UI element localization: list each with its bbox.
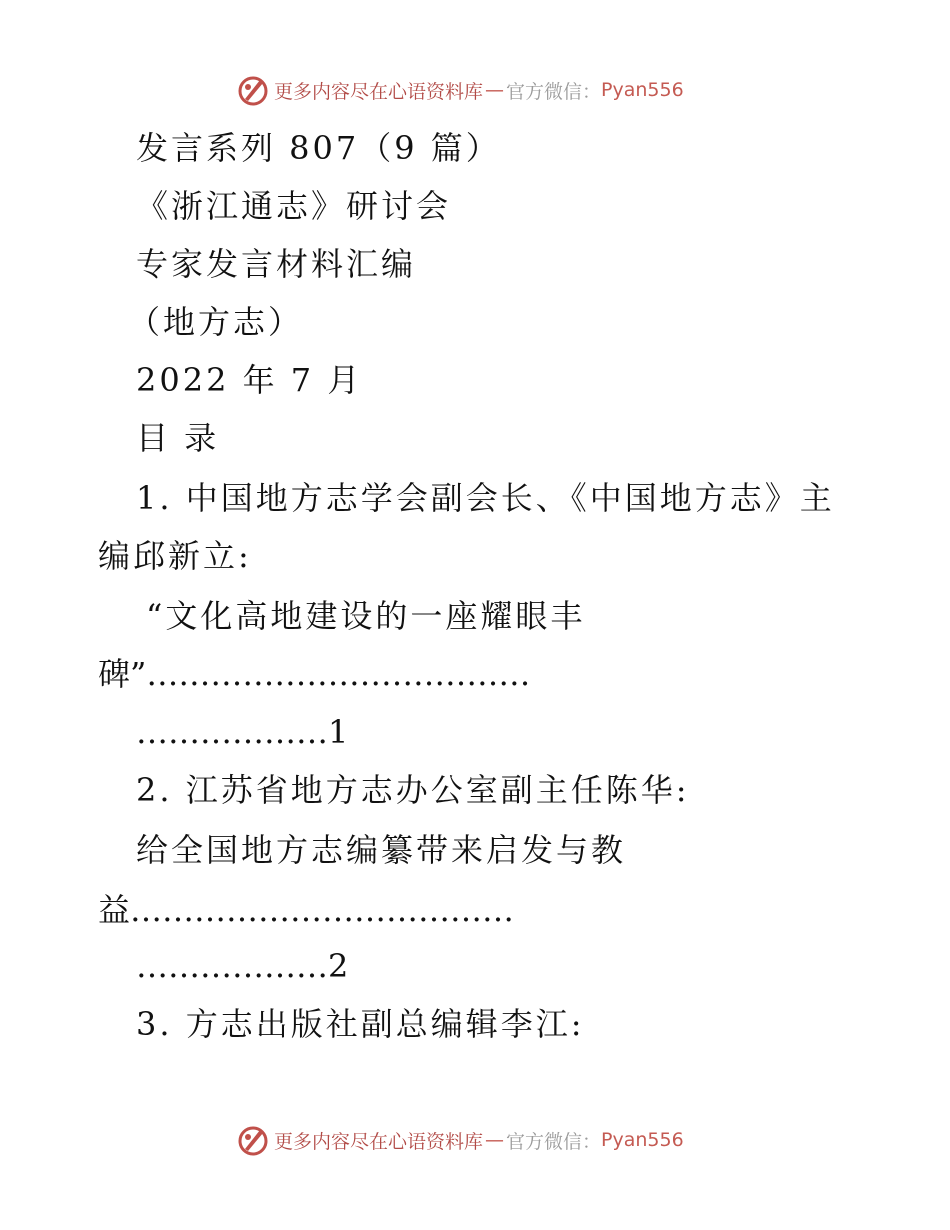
quill-seal-icon (236, 1123, 270, 1157)
document-subtitle: 专家发言材料汇编 (136, 245, 417, 283)
watermark-separator: — (485, 79, 505, 101)
toc-entry-2-line-1: 2. 江苏省地方志办公室副主任陈华: (136, 771, 690, 809)
toc-entry-1-line-1: 1. 中国地方志学会副会长、《中国地方志》主 (136, 479, 835, 517)
watermark-banner-bottom (236, 1122, 756, 1158)
watermark-banner-top (236, 72, 756, 108)
toc-entry-2-line-3: 益……………………………… (98, 891, 515, 929)
toc-heading: 目 录 (136, 419, 220, 457)
toc-entry-3-line-1: 3. 方志出版社副总编辑李江: (136, 1005, 585, 1043)
watermark-official-label: 官方微信： (506, 80, 602, 103)
watermark-official-label: 官方微信： (506, 1130, 602, 1153)
toc-entry-1-line-2: 编邱新立: (98, 537, 252, 575)
toc-entry-1-line-4: 碑”……………………………… (98, 655, 531, 693)
watermark-separator: — (485, 1129, 505, 1151)
watermark-wechat-id: Pyan556 (601, 79, 684, 101)
toc-entry-2-page: ………………2 (136, 947, 349, 985)
document-title: 《浙江通志》研讨会 (136, 187, 452, 225)
document-date: 2022 年 7 月 (136, 361, 363, 399)
series-line: 发言系列 807（9 篇） (136, 129, 501, 167)
toc-entry-1-page: ………………1 (136, 713, 349, 751)
watermark-site: 更多内容尽在心语资料库 (274, 80, 484, 103)
watermark-site: 更多内容尽在心语资料库 (274, 1130, 484, 1153)
quill-seal-icon (236, 73, 270, 107)
document-category: （地方志） (128, 303, 304, 341)
toc-entry-2-line-2: 给全国地方志编纂带来启发与教 (136, 831, 627, 869)
watermark-wechat-id: Pyan556 (601, 1129, 684, 1151)
toc-entry-1-line-3: “文化高地建设的一座耀眼丰 (146, 597, 586, 635)
